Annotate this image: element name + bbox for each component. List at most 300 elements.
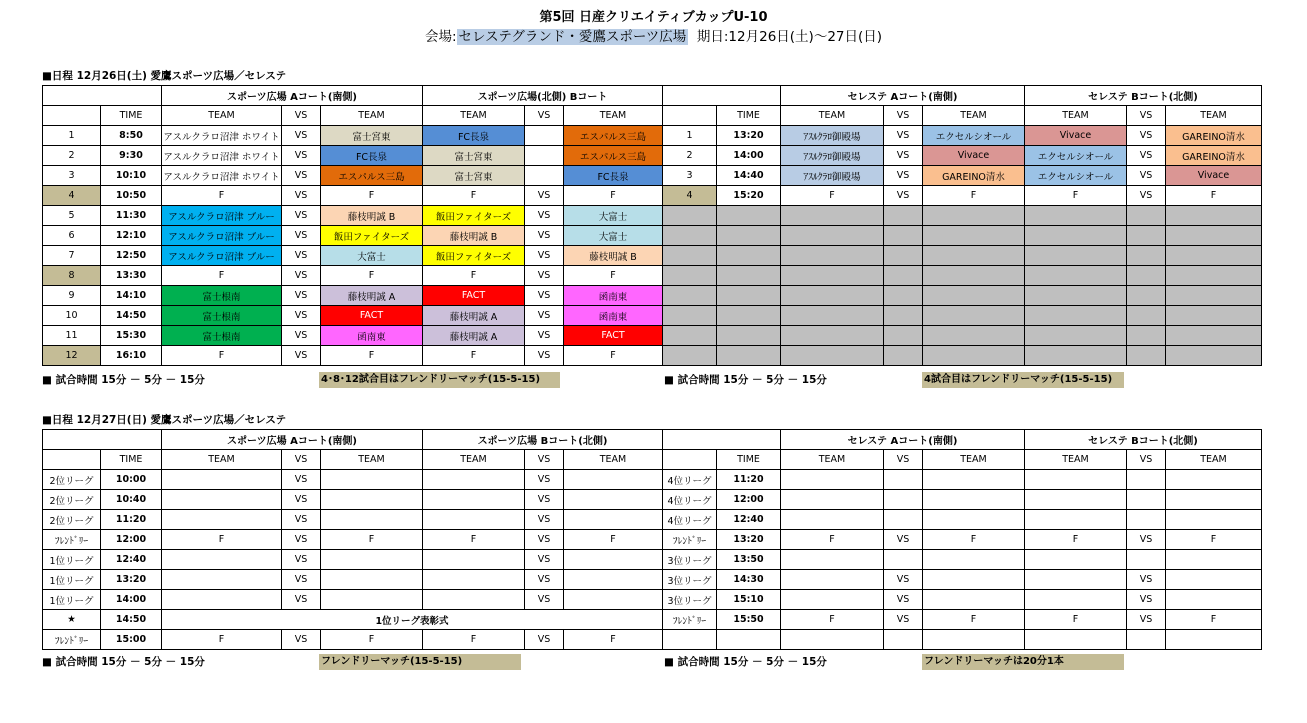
celeste-match-number: 1	[663, 126, 717, 146]
match-number: 4	[43, 186, 101, 206]
unused-cell	[663, 206, 717, 226]
court-c-vs: VS	[884, 590, 923, 610]
unused-cell	[884, 246, 923, 266]
court-a-team1	[162, 490, 282, 510]
match-number: 11	[43, 326, 101, 346]
court-b-team1	[423, 590, 525, 610]
court-c-team1	[781, 550, 884, 570]
celeste-league-label: 3位リーグ	[663, 550, 717, 570]
court-c-team2: F	[923, 186, 1025, 206]
match-time: 15:00	[101, 630, 162, 650]
court-d-vs: VS	[1127, 570, 1166, 590]
court-b-team1: F	[423, 186, 525, 206]
court-d-team2: GAREINO清水	[1166, 126, 1262, 146]
court-a-vs: VS	[282, 530, 321, 550]
court-d-team2	[1166, 570, 1262, 590]
court-a-team2: 藤枝明誠 B	[321, 206, 423, 226]
unused-cell	[923, 286, 1025, 306]
league-label: 1位リーグ	[43, 550, 101, 570]
court-b-team1: FC長泉	[423, 126, 525, 146]
match-time: 16:10	[101, 346, 162, 366]
unused-cell	[781, 206, 884, 226]
unused-cell	[923, 346, 1025, 366]
court-c-team1	[781, 490, 884, 510]
table-row	[43, 590, 1262, 610]
unused-cell	[717, 266, 781, 286]
court-a-team2: FACT	[321, 306, 423, 326]
court-a-team1: F	[162, 186, 282, 206]
celeste-match-time: 14:40	[717, 166, 781, 186]
court-a-team2: F	[321, 630, 423, 650]
court-a-team1: アスルクラロ沼津 ブルー	[162, 246, 282, 266]
court-d-vs: VS	[1127, 146, 1166, 166]
court-a-vs: VS	[282, 590, 321, 610]
court-d-vs: VS	[1127, 126, 1166, 146]
court-b-team2	[564, 490, 663, 510]
table-row	[43, 530, 1262, 550]
court-b-team2	[564, 550, 663, 570]
match-time: 12:50	[101, 246, 162, 266]
court-b-team2: 函南東	[564, 286, 663, 306]
court-b-header: スポーツ広場 Bコート(北側)	[423, 430, 663, 450]
court-d-team2	[1166, 630, 1262, 650]
court-d-team1	[1025, 470, 1127, 490]
unused-cell	[1166, 266, 1262, 286]
celeste-match-time: 15:10	[717, 590, 781, 610]
court-b-team2: F	[564, 186, 663, 206]
court-b-team2: F	[564, 346, 663, 366]
match-time: 10:40	[101, 490, 162, 510]
league-label: ★	[43, 610, 101, 630]
court-a-header: スポーツ広場 Aコート(南側)	[162, 86, 423, 106]
court-b-vs: VS	[525, 266, 564, 286]
team-header: TEAM	[1166, 106, 1262, 126]
team-header: TEAM	[321, 450, 423, 470]
match-number: 12	[43, 346, 101, 366]
court-d-team2	[1166, 550, 1262, 570]
court-a-vs: VS	[282, 630, 321, 650]
court-c-header: セレステ Aコート(南側)	[781, 430, 1025, 450]
table-row	[43, 266, 1262, 286]
unused-cell	[717, 246, 781, 266]
court-b-team2: F	[564, 630, 663, 650]
court-c-team2: F	[923, 530, 1025, 550]
unused-cell	[663, 286, 717, 306]
court-a-vs: VS	[282, 550, 321, 570]
unused-cell	[781, 266, 884, 286]
unused-cell	[1127, 326, 1166, 346]
court-c-team2	[923, 510, 1025, 530]
court-a-vs: VS	[282, 346, 321, 366]
team-header: TEAM	[923, 450, 1025, 470]
unused-cell	[663, 346, 717, 366]
court-a-vs: VS	[282, 286, 321, 306]
day2-schedule-table	[42, 429, 1262, 650]
court-b-team2: 函南東	[564, 306, 663, 326]
court-a-team2: FC長泉	[321, 146, 423, 166]
court-c-vs: VS	[884, 530, 923, 550]
celeste-league-label: 3位リーグ	[663, 570, 717, 590]
unused-cell	[1127, 246, 1166, 266]
unused-cell	[1166, 326, 1262, 346]
unused-cell	[781, 286, 884, 306]
court-b-vs	[525, 166, 564, 186]
court-a-team1	[162, 570, 282, 590]
unused-cell	[1127, 266, 1166, 286]
venue-label: 会場:	[424, 29, 457, 45]
court-c-team1: ｱｽﾙｸﾗﾛ御殿場	[781, 166, 884, 186]
court-b-vs	[525, 126, 564, 146]
court-c-team2	[923, 550, 1025, 570]
celeste-match-time: 14:30	[717, 570, 781, 590]
court-d-vs: VS	[1127, 186, 1166, 206]
court-b-team2: 大富士	[564, 206, 663, 226]
ceremony-cell: 1位リーグ表彰式	[162, 610, 663, 630]
court-d-team1: エクセルシオール	[1025, 146, 1127, 166]
unused-cell	[1127, 306, 1166, 326]
court-a-team2	[321, 570, 423, 590]
unused-cell	[781, 306, 884, 326]
unused-cell	[1166, 306, 1262, 326]
court-a-team1: アスルクラロ沼津 ホワイト	[162, 146, 282, 166]
day2-friendly-note-right: フレンドリーマッチは20分1本	[922, 654, 1124, 670]
court-a-vs: VS	[282, 226, 321, 246]
court-b-team1: 富士宮東	[423, 166, 525, 186]
court-a-vs: VS	[282, 246, 321, 266]
unused-cell	[884, 326, 923, 346]
court-a-team2	[321, 590, 423, 610]
court-d-team2: F	[1166, 610, 1262, 630]
match-time: 12:40	[101, 550, 162, 570]
court-d-team1	[1025, 490, 1127, 510]
unused-cell	[884, 306, 923, 326]
court-d-vs	[1127, 510, 1166, 530]
celeste-league-label: ﾌﾚﾝﾄﾞﾘｰ	[663, 610, 717, 630]
page-title: 第5回 日産クリエイティブカップU-10	[539, 10, 768, 25]
unused-cell	[923, 246, 1025, 266]
celeste-league-label: 4位リーグ	[663, 510, 717, 530]
court-c-team1	[781, 510, 884, 530]
match-time: 10:00	[101, 470, 162, 490]
team-header: TEAM	[564, 450, 663, 470]
team-header: TEAM	[162, 106, 282, 126]
match-time: 13:20	[101, 570, 162, 590]
court-a-team1: アスルクラロ沼津 ブルー	[162, 226, 282, 246]
unused-cell	[1127, 226, 1166, 246]
court-b-team2: エスパルス三島	[564, 146, 663, 166]
court-a-team2	[321, 550, 423, 570]
league-label: 2位リーグ	[43, 510, 101, 530]
unused-cell	[1025, 286, 1127, 306]
court-b-vs: VS	[525, 246, 564, 266]
time-header: TIME	[717, 106, 781, 126]
court-b-team2: F	[564, 530, 663, 550]
team-header: TEAM	[1025, 450, 1127, 470]
court-d-team2	[1166, 590, 1262, 610]
unused-cell	[1166, 246, 1262, 266]
vs-header: VS	[884, 106, 923, 126]
court-a-vs: VS	[282, 306, 321, 326]
court-a-vs: VS	[282, 126, 321, 146]
court-a-team2: エスパルス三島	[321, 166, 423, 186]
court-b-header: スポーツ広場(北側) Bコート	[423, 86, 663, 106]
team-header: TEAM	[423, 106, 525, 126]
court-c-vs: VS	[884, 126, 923, 146]
venue-line	[0, 25, 1307, 45]
court-b-team1: F	[423, 530, 525, 550]
court-b-vs: VS	[525, 226, 564, 246]
vs-header: VS	[884, 450, 923, 470]
celeste-league-label: 4位リーグ	[663, 490, 717, 510]
court-b-team2: エスパルス三島	[564, 126, 663, 146]
court-c-team2: F	[923, 610, 1025, 630]
match-number: 3	[43, 166, 101, 186]
court-c-team2: エクセルシオール	[923, 126, 1025, 146]
court-d-vs: VS	[1127, 530, 1166, 550]
court-a-vs: VS	[282, 166, 321, 186]
court-d-team2	[1166, 510, 1262, 530]
day1-match-time-note-right: ■ 試合時間 15分 － 5分 － 15分	[664, 374, 827, 386]
court-b-vs: VS	[525, 470, 564, 490]
court-b-team1: F	[423, 346, 525, 366]
day1-label: ■日程 12月26日(土) 愛鷹スポーツ広場／セレステ	[42, 70, 287, 82]
match-time: 12:10	[101, 226, 162, 246]
court-a-team1	[162, 510, 282, 530]
team-header: TEAM	[923, 106, 1025, 126]
celeste-match-time	[717, 630, 781, 650]
vs-header: VS	[525, 450, 564, 470]
vs-header: VS	[1127, 106, 1166, 126]
unused-cell	[1025, 206, 1127, 226]
court-c-vs	[884, 550, 923, 570]
court-a-team2: F	[321, 186, 423, 206]
court-d-team1: F	[1025, 530, 1127, 550]
table-row	[43, 470, 1262, 490]
day1-friendly-note-right: 4試合目はフレンドリーマッチ(15-5-15)	[922, 372, 1124, 388]
court-b-team1: 飯田ファイターズ	[423, 246, 525, 266]
court-b-vs: VS	[525, 326, 564, 346]
match-number: 8	[43, 266, 101, 286]
table-row	[43, 610, 1262, 630]
court-a-team1: アスルクラロ沼津 ホワイト	[162, 126, 282, 146]
court-b-team1	[423, 570, 525, 590]
match-number: 10	[43, 306, 101, 326]
court-b-team1: 藤枝明誠 B	[423, 226, 525, 246]
day1-schedule-table	[42, 85, 1262, 366]
table-row	[43, 206, 1262, 226]
court-d-vs: VS	[1127, 610, 1166, 630]
unused-cell	[1166, 286, 1262, 306]
day1-match-time-note-left: ■ 試合時間 15分 － 5分 － 15分	[42, 374, 205, 386]
court-a-team2: 大富士	[321, 246, 423, 266]
match-time: 13:30	[101, 266, 162, 286]
match-time: 14:10	[101, 286, 162, 306]
court-b-team2: 大富士	[564, 226, 663, 246]
vs-header: VS	[282, 450, 321, 470]
court-c-team1: ｱｽﾙｸﾗﾛ御殿場	[781, 126, 884, 146]
league-label: 2位リーグ	[43, 470, 101, 490]
court-a-team1: アスルクラロ沼津 ブルー	[162, 206, 282, 226]
league-label: ﾌﾚﾝﾄﾞﾘｰ	[43, 630, 101, 650]
unused-cell	[663, 226, 717, 246]
court-c-team1: F	[781, 530, 884, 550]
day2-label: ■日程 12月27日(日) 愛鷹スポーツ広場／セレステ	[42, 414, 287, 426]
court-d-vs: VS	[1127, 166, 1166, 186]
unused-cell	[1025, 246, 1127, 266]
day2-match-time-note-left: ■ 試合時間 15分 － 5分 － 15分	[42, 656, 205, 668]
unused-cell	[1166, 206, 1262, 226]
court-c-header: セレステ Aコート(南側)	[781, 86, 1025, 106]
unused-cell	[923, 306, 1025, 326]
court-b-vs: VS	[525, 550, 564, 570]
event-period: 期日:12月26日(土)～27日(日)	[696, 29, 883, 45]
court-b-team1: 藤枝明誠 A	[423, 326, 525, 346]
court-b-vs: VS	[525, 630, 564, 650]
court-b-team1	[423, 470, 525, 490]
court-a-team2	[321, 470, 423, 490]
court-b-team2	[564, 570, 663, 590]
court-a-team1: 富士根南	[162, 286, 282, 306]
court-a-vs: VS	[282, 146, 321, 166]
table-row	[43, 286, 1262, 306]
court-a-team1: アスルクラロ沼津 ホワイト	[162, 166, 282, 186]
match-time: 11:30	[101, 206, 162, 226]
team-header: TEAM	[1166, 450, 1262, 470]
celeste-match-time: 11:20	[717, 470, 781, 490]
court-a-vs: VS	[282, 266, 321, 286]
court-c-team2	[923, 590, 1025, 610]
unused-cell	[717, 346, 781, 366]
court-d-team1	[1025, 630, 1127, 650]
unused-cell	[717, 306, 781, 326]
celeste-match-number: 4	[663, 186, 717, 206]
court-c-vs	[884, 470, 923, 490]
court-b-vs: VS	[525, 306, 564, 326]
court-d-team1: エクセルシオール	[1025, 166, 1127, 186]
court-b-vs: VS	[525, 186, 564, 206]
court-b-team1: F	[423, 630, 525, 650]
court-d-team1: F	[1025, 610, 1127, 630]
court-d-header: セレステ Bコート(北側)	[1025, 86, 1262, 106]
court-a-team1: F	[162, 530, 282, 550]
court-c-vs	[884, 510, 923, 530]
court-c-vs: VS	[884, 186, 923, 206]
court-b-team1: FACT	[423, 286, 525, 306]
match-time: 14:00	[101, 590, 162, 610]
match-time: 11:20	[101, 510, 162, 530]
court-c-team1: ｱｽﾙｸﾗﾛ御殿場	[781, 146, 884, 166]
court-d-vs	[1127, 490, 1166, 510]
unused-cell	[884, 286, 923, 306]
court-d-team2	[1166, 470, 1262, 490]
court-d-vs	[1127, 470, 1166, 490]
court-c-team2	[923, 570, 1025, 590]
table-row	[43, 346, 1262, 366]
court-a-team2	[321, 490, 423, 510]
unused-cell	[1127, 346, 1166, 366]
match-number: 9	[43, 286, 101, 306]
court-d-header: セレステ Bコート(北側)	[1025, 430, 1262, 450]
unused-cell	[1025, 226, 1127, 246]
court-b-team1	[423, 550, 525, 570]
table-row	[43, 306, 1262, 326]
court-a-team2: F	[321, 346, 423, 366]
court-a-team2: 函南東	[321, 326, 423, 346]
table-row	[43, 226, 1262, 246]
court-a-team2: 富士宮東	[321, 126, 423, 146]
court-a-team2: F	[321, 266, 423, 286]
team-header: TEAM	[781, 106, 884, 126]
celeste-match-number: 2	[663, 146, 717, 166]
court-d-vs	[1127, 630, 1166, 650]
court-b-team1: F	[423, 266, 525, 286]
court-a-team1	[162, 550, 282, 570]
court-c-vs: VS	[884, 570, 923, 590]
unused-cell	[1166, 346, 1262, 366]
court-d-team1	[1025, 590, 1127, 610]
team-header: TEAM	[781, 450, 884, 470]
court-d-team1	[1025, 510, 1127, 530]
court-a-team1: F	[162, 346, 282, 366]
unused-cell	[781, 226, 884, 246]
court-c-team1: F	[781, 186, 884, 206]
court-d-team1	[1025, 570, 1127, 590]
match-number: 1	[43, 126, 101, 146]
unused-cell	[717, 286, 781, 306]
unused-cell	[781, 246, 884, 266]
court-a-team1: F	[162, 630, 282, 650]
match-number: 2	[43, 146, 101, 166]
vs-header: VS	[282, 106, 321, 126]
court-c-team2	[923, 470, 1025, 490]
celeste-match-time: 12:00	[717, 490, 781, 510]
celeste-league-label: 3位リーグ	[663, 590, 717, 610]
court-a-vs: VS	[282, 326, 321, 346]
court-b-team1	[423, 510, 525, 530]
unused-cell	[1025, 266, 1127, 286]
team-header: TEAM	[1025, 106, 1127, 126]
court-b-team2	[564, 510, 663, 530]
league-label: ﾌﾚﾝﾄﾞﾘｰ	[43, 530, 101, 550]
time-header: TIME	[101, 450, 162, 470]
time-header: TIME	[101, 106, 162, 126]
court-c-vs	[884, 490, 923, 510]
day1-friendly-note-left: 4･8･12試合目はフレンドリーマッチ(15-5-15)	[319, 372, 560, 388]
court-d-team2: Vivace	[1166, 166, 1262, 186]
court-a-vs: VS	[282, 470, 321, 490]
day2-friendly-note-left: フレンドリーマッチ(15-5-15)	[319, 654, 521, 670]
court-b-team2	[564, 470, 663, 490]
court-b-team1	[423, 490, 525, 510]
court-c-team1	[781, 590, 884, 610]
league-label: 1位リーグ	[43, 570, 101, 590]
match-time: 14:50	[101, 306, 162, 326]
court-b-team2: FC長泉	[564, 166, 663, 186]
court-c-team2	[923, 630, 1025, 650]
court-a-team2	[321, 510, 423, 530]
court-a-team1: 富士根南	[162, 306, 282, 326]
vs-header: VS	[1127, 450, 1166, 470]
unused-cell	[1127, 206, 1166, 226]
court-a-team2: 飯田ファイターズ	[321, 226, 423, 246]
court-b-team1: 飯田ファイターズ	[423, 206, 525, 226]
court-d-team2: F	[1166, 530, 1262, 550]
unused-cell	[1025, 346, 1127, 366]
celeste-match-time: 13:20	[717, 530, 781, 550]
court-a-team2: 藤枝明誠 A	[321, 286, 423, 306]
day2-match-time-note-right: ■ 試合時間 15分 － 5分 － 15分	[664, 656, 827, 668]
celeste-league-label: ﾌﾚﾝﾄﾞﾘｰ	[663, 530, 717, 550]
